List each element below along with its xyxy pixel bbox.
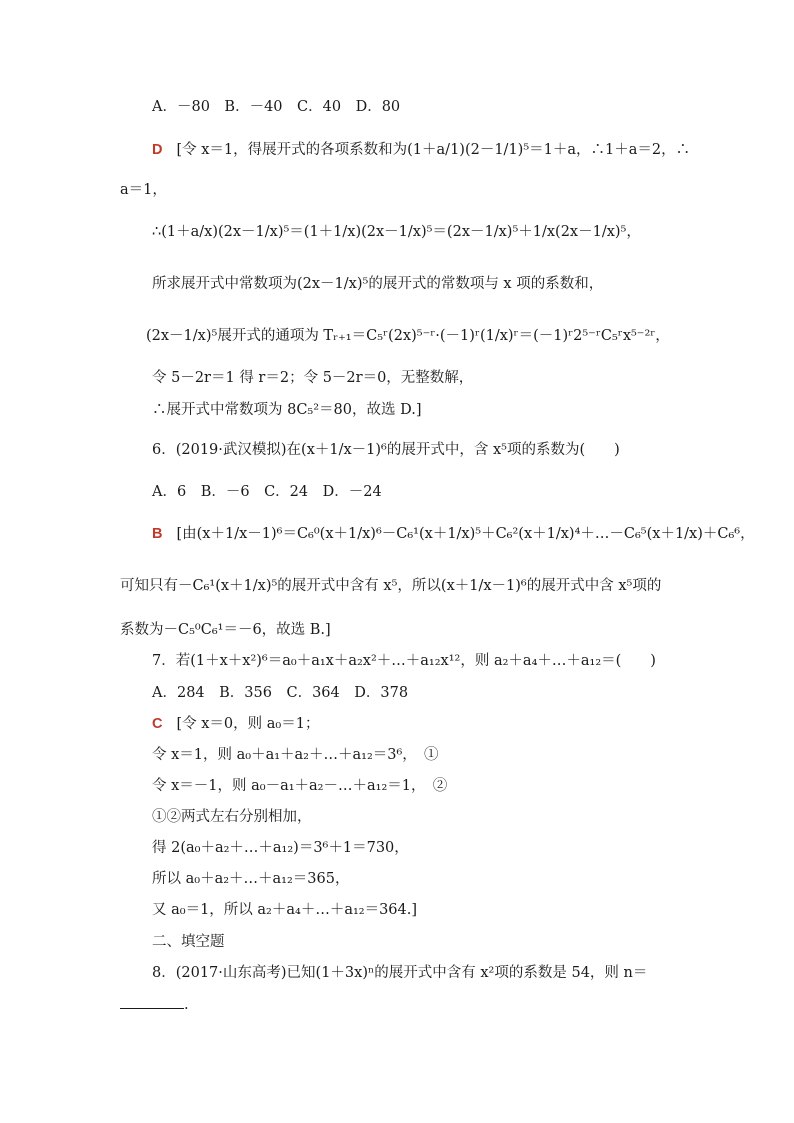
q6-solution-line-2: 可知只有－C₆¹(x＋1/x)⁵的展开式中含有 x⁵，所以(x＋1/x－1)⁶的展开式中含 x⁵项的 <box>120 578 662 594</box>
answer-letter: C <box>152 716 163 732</box>
q7-options: A．284 B．356 C．364 D．378 <box>152 685 409 701</box>
q7-solution-line-7: 又 a₀＝1，所以 a₂＋a₄＋…＋a₁₂＝364.] <box>152 902 418 918</box>
answer-letter: B <box>152 526 163 542</box>
q7-solution-line-3: 令 x＝－1，则 a₀－a₁＋a₂－…＋a₁₂＝1， ② <box>152 778 448 794</box>
q5-solution-line-7: ∴展开式中常数项为 8C₅²＝80，故选 D.] <box>152 402 422 418</box>
q5-solution-line-2: a＝1， <box>120 182 167 198</box>
q7-solution-line-5: 得 2(a₀＋a₂＋…＋a₁₂)＝3⁶＋1＝730， <box>152 840 409 856</box>
q5-solution-line-3: ∴(1＋a/x)(2x－1/x)⁵＝(1＋1/x)(2x－1/x)⁵＝(2x－1/x)⁵＋1/x(2x－1/x)⁵， <box>152 224 641 240</box>
q7-solution-line-1: C [令 x＝0，则 a₀＝1； <box>152 716 320 732</box>
q5-solution-line-1: D [令 x＝1，得展开式的各项系数和为(1＋a/1)(2－1/1)⁵＝1＋a，∴1＋a＝2，∴ <box>152 142 691 158</box>
q7-solution-line-6: 所以 a₀＋a₂＋…＋a₁₂＝365， <box>152 871 350 887</box>
q6-solution-line-1: B [由(x＋1/x－1)⁶＝C₆⁰(x＋1/x)⁶－C₆¹(x＋1/x)⁵＋C₆²(x＋1/x)⁴＋…－C₆⁵(x＋1/x)＋C₆⁶， <box>152 526 755 542</box>
q6-solution-line-3: 系数为－C₅⁰C₆¹＝－6，故选 B.] <box>120 622 331 638</box>
q8-question: 8．(2017·山东高考)已知(1＋3x)ⁿ的展开式中含有 x²项的系数是 54，则 n＝ <box>152 965 648 981</box>
q7-solution-line-4: ①②两式左右分别相加， <box>152 809 312 825</box>
q5-options: A．－80 B．－40 C．40 D．80 <box>152 99 401 115</box>
q6-options: A．6 B．－6 C．24 D．－24 <box>152 484 382 500</box>
answer-letter: D <box>152 142 163 158</box>
q8-blank-line: . <box>120 994 189 1015</box>
q5-solution-line-6: 令 5－2r＝1 得 r＝2；令 5－2r＝0，无整数解， <box>152 370 474 386</box>
q5-solution-line-4: 所求展开式中常数项为(2x－1/x)⁵的展开式的常数项与 x 项的系数和， <box>152 276 604 292</box>
section-heading-fill-in: 二、填空题 <box>152 934 225 950</box>
answer-blank <box>120 994 184 1009</box>
q6-question: 6．(2019·武汉模拟)在(x＋1/x－1)⁶的展开式中，含 x⁵项的系数为( ) <box>152 442 620 458</box>
q7-solution-line-2: 令 x＝1，则 a₀＋a₁＋a₂＋…＋a₁₂＝3⁶， ① <box>152 747 439 763</box>
q7-question: 7．若(1＋x＋x²)⁶＝a₀＋a₁x＋a₂x²＋…＋a₁₂x¹²，则 a₂＋a₄＋…＋a₁₂＝( ) <box>152 653 656 669</box>
q5-solution-line-5: (2x－1/x)⁵展开式的通项为 Tᵣ₊₁＝C₅ʳ(2x)⁵⁻ʳ·(－1)ʳ(1/x)ʳ＝(－1)ʳ2⁵⁻ʳC₅ʳx⁵⁻²ʳ， <box>146 328 670 344</box>
